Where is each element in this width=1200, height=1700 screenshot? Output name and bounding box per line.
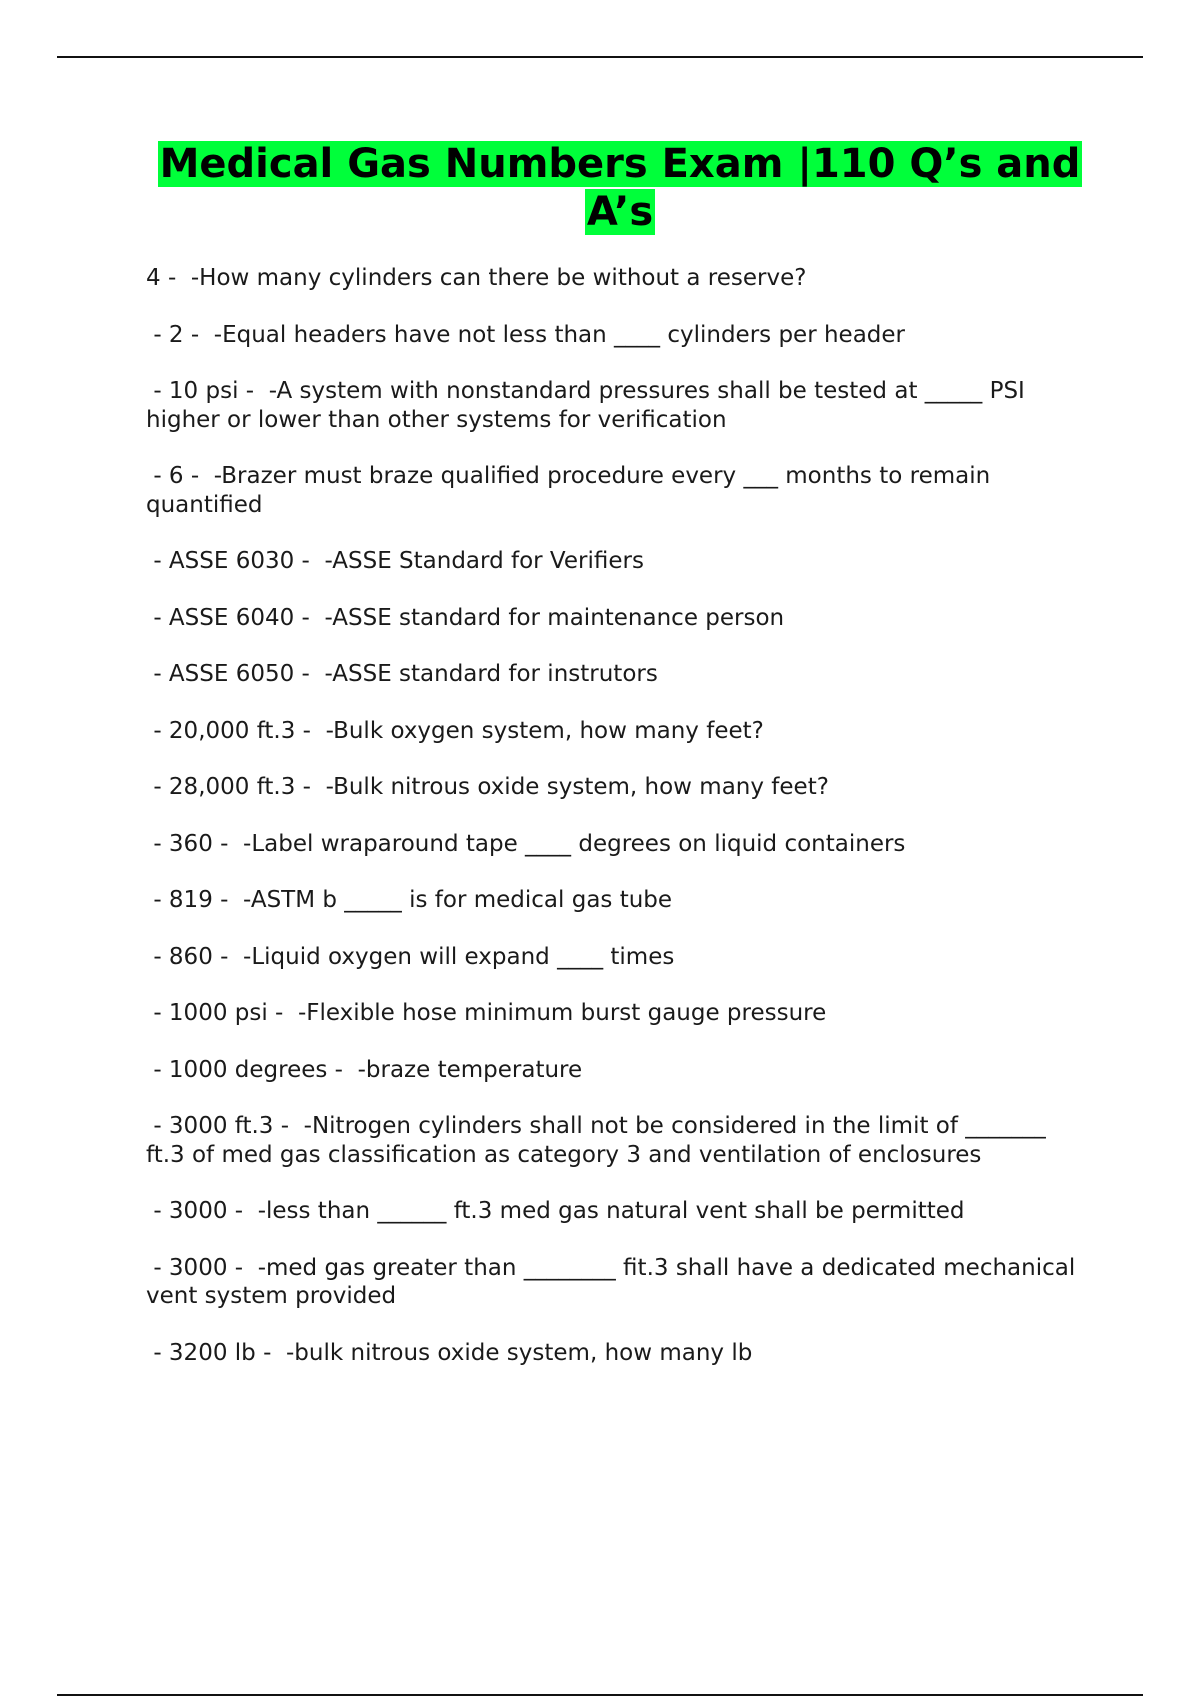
footer-rule [57,1694,1143,1696]
qa-list [146,264,1086,1395]
qa-item: - 6 - -Brazer must braze qualified procedure every ___ months to remain quantified [146,463,998,518]
qa-item: - 819 - -ASTM b _____ is for medical gas tube [146,887,673,913]
document-title-text: Medical Gas Numbers Exam |110 Q’s and A’s [159,141,1081,235]
qa-item: - 3200 lb - -bulk nitrous oxide system, how many lb [146,1339,753,1366]
qa-item: - 3000 - -med gas greater than ________ fit.3 shall have a dedicated mechanical vent system provided [146,1254,1083,1309]
document-title [140,140,1100,236]
qa-item: - ASSE 6040 - -ASSE standard for maintenance person [146,604,785,631]
qa-item: - ASSE 6050 - -ASSE standard for instrutors [146,661,658,687]
qa-item: - 3000 ft.3 - -Nitrogen cylinders shall not be considered in the limit of _______ ft.3 of med gas classification as category 3 and ventilation of enclosures [146,1113,1054,1168]
qa-item: - 10 psi - -A system with nonstandard pressures shall be tested at _____ PSI higher or lower than other systems for verification [146,378,1033,433]
qa-item: - 28,000 ft.3 - -Bulk nitrous oxide system, how many feet? [146,774,829,800]
qa-item: - 1000 psi - -Flexible hose minimum burst gauge pressure [146,1000,827,1026]
qa-item: - 860 - -Liquid oxygen will expand ____ times [146,943,675,970]
qa-item: - 360 - -Label wraparound tape ____ degrees on liquid containers [146,830,906,857]
qa-item: - 1000 degrees - -braze temperature [146,1056,583,1083]
qa-item: - 20,000 ft.3 - -Bulk oxygen system, how many feet? [146,717,764,744]
qa-item: - 2 - -Equal headers have not less than ____ cylinders per header [146,321,906,348]
header-rule [57,56,1143,58]
qa-item: - 3000 - -less than ______ ft.3 med gas natural vent shall be permitted [146,1198,965,1224]
qa-item: 4 - -How many cylinders can there be without a reserve? [146,265,807,291]
qa-item: - ASSE 6030 - -ASSE Standard for Verifiers [146,548,644,574]
